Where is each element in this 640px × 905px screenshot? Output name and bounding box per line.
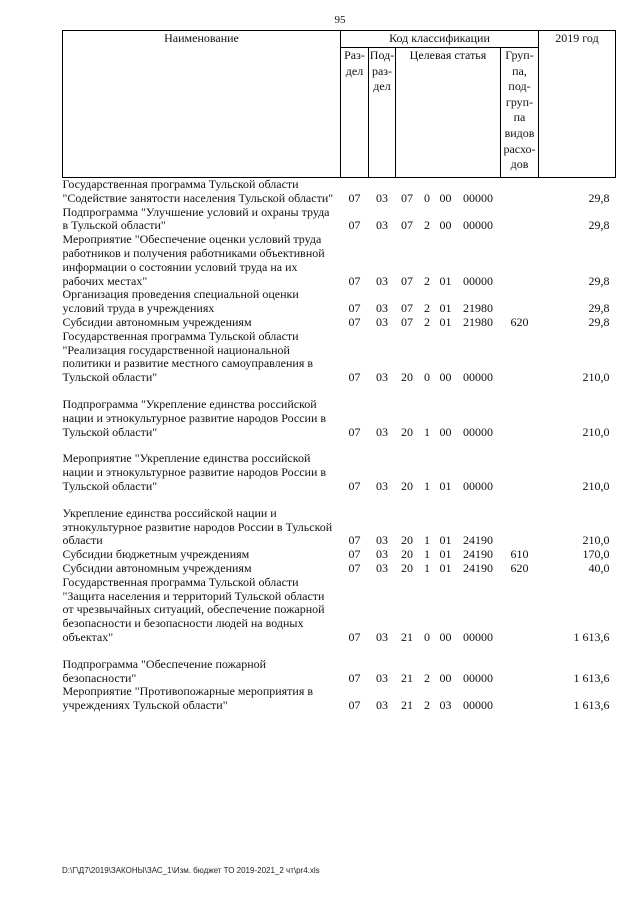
row-target-program: 20 (401, 533, 413, 548)
row-name: Укрепление единства российской нации и этнокультурное развитие народов России в Тульской области (62, 505, 333, 548)
row-name: Организация проведения специальной оценки условий труда в учреждениях (62, 287, 299, 316)
header-year: 2019 год (539, 31, 616, 178)
row-target-event: 01 (439, 533, 452, 548)
row-section: 07 (348, 533, 361, 548)
row-target-direction: 00000 (463, 424, 493, 439)
budget-table (62, 30, 616, 713)
row-name: Мероприятие "Противопожарные мероприятия в учреждениях Тульской области" (62, 684, 314, 713)
row-name: Мероприятие "Укрепление единства российской нации и этнокультурное развитие народов России в Тульской области" (62, 451, 327, 493)
row-target-event: 01 (439, 314, 452, 329)
row-target-event: 01 (439, 301, 452, 316)
row-expense-group (501, 330, 539, 385)
row-expense-group (501, 507, 539, 548)
row-subsection: 03 (376, 273, 388, 288)
row-target-program: 07 (401, 301, 413, 316)
row-expense-group (501, 288, 539, 316)
header-target-article: Целевая статья (396, 48, 501, 178)
row-section: 07 (348, 370, 361, 385)
row-section: 07 (348, 301, 361, 316)
row-target-direction: 00000 (463, 273, 493, 288)
row-target-event: 00 (439, 629, 452, 644)
row-target-direction: 00000 (463, 629, 493, 644)
row-target-direction: 00000 (463, 670, 493, 685)
row-target-event: 00 (439, 424, 452, 439)
row-expense-group (501, 658, 539, 686)
row-target-subprogram: 2 (424, 273, 430, 288)
row-spacer (63, 385, 616, 398)
row-subsection: 03 (376, 314, 388, 329)
row-target-subprogram: 0 (424, 190, 430, 205)
row-expense-group: 620 (510, 560, 529, 575)
row-amount: 1 613,6 (573, 670, 610, 685)
row-expense-group (501, 452, 539, 493)
row-target-subprogram: 2 (424, 670, 430, 685)
row-target-subprogram: 1 (424, 560, 430, 575)
row-target-direction: 24190 (463, 533, 493, 548)
row-target-direction: 21980 (463, 301, 493, 316)
row-subsection: 03 (376, 218, 388, 233)
row-subsection: 03 (376, 698, 388, 713)
row-amount: 210,0 (582, 478, 610, 493)
row-spacer (63, 645, 616, 658)
row-target-event: 00 (439, 370, 452, 385)
row-target-program: 20 (401, 370, 413, 385)
row-name: Субсидии автономным учреждениям (62, 314, 252, 329)
row-target-subprogram: 1 (424, 478, 430, 493)
row-target-subprogram: 2 (424, 698, 430, 713)
table-header (63, 31, 616, 178)
page-number: 95 (334, 14, 346, 26)
table-row (63, 233, 616, 288)
table-row (63, 288, 616, 316)
row-subsection: 03 (376, 478, 388, 493)
row-amount: 1 613,6 (573, 698, 610, 713)
row-target-program: 07 (401, 273, 413, 288)
row-amount: 1 613,6 (573, 629, 610, 644)
row-target-direction: 00000 (463, 698, 493, 713)
row-section: 07 (348, 560, 361, 575)
row-target-program: 21 (401, 670, 413, 685)
table-row (63, 178, 616, 206)
row-amount: 29,8 (588, 190, 610, 205)
row-target-event: 01 (439, 560, 452, 575)
row-target-direction: 00000 (463, 190, 493, 205)
row-target-direction: 00000 (463, 370, 493, 385)
row-target-subprogram: 0 (424, 370, 430, 385)
row-target-subprogram: 1 (424, 424, 430, 439)
row-subsection: 03 (376, 560, 388, 575)
row-target-program: 07 (401, 314, 413, 329)
row-amount: 210,0 (582, 424, 610, 439)
footer-file-path: D:\Г\Д7\2019\ЗАКОНЫ\ЗАС_1\Изм. бюджет ТО 2019-2021_2 чт\pr4.xls (62, 866, 320, 875)
row-target-program: 20 (401, 547, 413, 562)
row-target-event: 00 (439, 218, 452, 233)
row-amount: 29,8 (588, 218, 610, 233)
row-amount: 210,0 (582, 370, 610, 385)
table-row (63, 452, 616, 493)
row-target-direction: 24190 (463, 547, 493, 562)
table-row (63, 206, 616, 234)
row-amount: 29,8 (588, 314, 610, 329)
row-target-subprogram: 2 (424, 314, 430, 329)
row-target-subprogram: 0 (424, 629, 430, 644)
row-target-program: 21 (401, 629, 413, 644)
row-section: 07 (348, 424, 361, 439)
row-section: 07 (348, 478, 361, 493)
row-target-event: 00 (439, 190, 452, 205)
table-row (63, 548, 616, 562)
header-classification: Код классификации (341, 31, 539, 48)
row-amount: 29,8 (588, 273, 610, 288)
row-subsection: 03 (376, 547, 388, 562)
row-expense-group (501, 576, 539, 645)
row-target-subprogram: 2 (424, 301, 430, 316)
row-section: 07 (348, 670, 361, 685)
row-name: Мероприятие "Обеспечение оценки условий труда работников и получения работниками объективной информации о состоянии условий труда на их рабочих местах" (62, 232, 325, 288)
row-section: 07 (348, 218, 361, 233)
row-expense-group (501, 206, 539, 234)
row-expense-group (501, 233, 539, 288)
header-subsection: Под-раз-дел (369, 48, 396, 178)
row-target-program: 07 (401, 190, 413, 205)
row-name: Государственная программа Тульской области "Реализация государственной национальной политики и развитие местного самоуправления в Тульской области" (62, 328, 314, 385)
row-target-event: 01 (439, 478, 452, 493)
row-subsection: 03 (376, 629, 388, 644)
table-row (63, 316, 616, 330)
row-section: 07 (348, 547, 361, 562)
row-target-program: 21 (401, 698, 413, 713)
row-spacer-cell (63, 645, 616, 658)
row-target-event: 00 (439, 670, 452, 685)
table-row (63, 507, 616, 548)
header-name: Наименование (63, 31, 341, 178)
row-subsection: 03 (376, 424, 388, 439)
row-subsection: 03 (376, 533, 388, 548)
row-section: 07 (348, 190, 361, 205)
row-name: Субсидии бюджетным учреждениям (62, 547, 250, 562)
row-target-event: 03 (439, 698, 452, 713)
row-subsection: 03 (376, 301, 388, 316)
row-subsection: 03 (376, 190, 388, 205)
row-section: 07 (348, 629, 361, 644)
row-amount: 170,0 (582, 547, 610, 562)
table-body (63, 178, 616, 713)
row-target-event: 01 (439, 273, 452, 288)
row-name: Подпрограмма "Обеспечение пожарной безопасности" (62, 656, 267, 685)
row-target-direction: 24190 (463, 560, 493, 575)
row-target-direction: 21980 (463, 314, 493, 329)
row-target-event: 01 (439, 547, 452, 562)
row-section: 07 (348, 314, 361, 329)
row-name: Государственная программа Тульской области "Содействие занятости населения Тульской области" (62, 177, 334, 205)
row-spacer-cell (63, 494, 616, 507)
row-subsection: 03 (376, 370, 388, 385)
table-row (63, 398, 616, 439)
header-expense-group: Груп-па, под-груп-па видов расхо-дов (501, 48, 539, 178)
row-name: Государственная программа Тульской области "Защита населения и территорий Тульской области от чрезвычайных ситуаций, обеспечение пожарной безопасности и безопасности людей на водных объектах" (62, 574, 325, 644)
row-name: Субсидии автономным учреждениям (62, 560, 252, 575)
row-spacer (63, 494, 616, 507)
header-section: Раз-дел (341, 48, 369, 178)
row-name: Подпрограмма "Улучшение условий и охраны труда в Тульской области" (62, 204, 330, 233)
row-amount: 29,8 (588, 301, 610, 316)
row-expense-group: 610 (510, 547, 529, 562)
row-target-program: 20 (401, 478, 413, 493)
row-expense-group (501, 685, 539, 713)
row-target-program: 20 (401, 424, 413, 439)
table-row (63, 685, 616, 713)
table-row (63, 576, 616, 645)
table-row (63, 658, 616, 686)
table-row (63, 562, 616, 576)
row-target-subprogram: 1 (424, 547, 430, 562)
row-amount: 210,0 (582, 533, 610, 548)
row-amount: 40,0 (588, 560, 610, 575)
row-spacer-cell (63, 385, 616, 398)
row-name: Подпрограмма "Укрепление единства российской нации и этнокультурное развитие народов России в Тульской области" (62, 396, 327, 439)
row-target-direction: 00000 (463, 478, 493, 493)
row-subsection: 03 (376, 670, 388, 685)
row-expense-group (501, 178, 539, 206)
table-row (63, 330, 616, 385)
row-target-direction: 00000 (463, 218, 493, 233)
row-expense-group (501, 398, 539, 439)
row-target-subprogram: 2 (424, 218, 430, 233)
row-target-subprogram: 1 (424, 533, 430, 548)
row-target-program: 20 (401, 560, 413, 575)
row-section: 07 (348, 273, 361, 288)
row-expense-group: 620 (510, 314, 529, 329)
row-section: 07 (348, 698, 361, 713)
row-target-program: 07 (401, 218, 413, 233)
